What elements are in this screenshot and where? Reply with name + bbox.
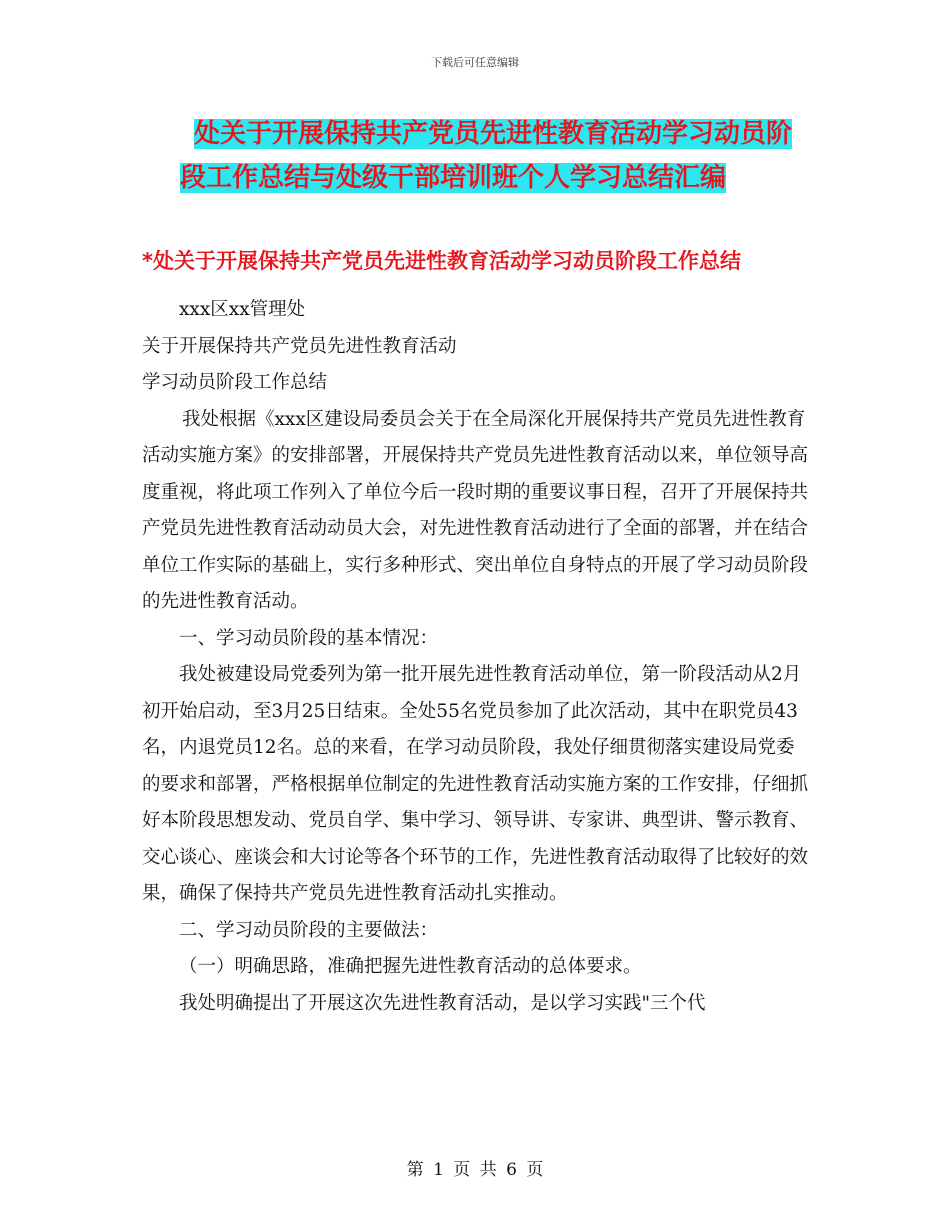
paragraph-intro: 我处根据《xxx区建设局委员会关于在全局深化开展保持共产党员先进性教育活动实施方案》的安排部署，开展保持共产党员先进性教育活动以来，单位领导高度重视，将此项工作列入了单位今后一段时期的重要议事日程，召开了开展保持共产党员先进性教育活动动员大会，对先进性教育活动进行了全面的部署，并在结合单位工作实际的基础上，实行多种形式、突出单位自身特点的开展了学习动员阶段的先进性教育活动。 xyxy=(142,408,809,612)
paragraph-clear-thinking: 我处明确提出了开展这次先进性教育活动，是以学习实践"三个代 xyxy=(179,992,706,1014)
title-line-2: 段工作总结与处级干部培训班个人学习总结汇编 xyxy=(180,163,727,193)
header-note: 下载后可任意编辑 xyxy=(431,56,519,69)
subtitle-line-1: 关于开展保持共产党员先进性教育活动 xyxy=(142,335,457,357)
document-title xyxy=(180,112,860,200)
paragraph-basic-situation: 我处被建设局党委列为第一批开展先进性教育活动单位，第一阶段活动从2月初开始启动，至3月25日结束。全处55名党员参加了此次活动，其中在职党员43名，内退党员12名。总的来看，在学习动员阶段，我处仔细贯彻落实建设局党委的要求和部署，严格根据单位制定的先进性教育活动实施方案的工作安排，仔细抓好本阶段思想发动、党员自学、集中学习、领导讲、专家讲、典型讲、警示教育、交心谈心、座谈会和大讨论等各个环节的工作，先进性教育活动取得了比较好的效果，确保了保持共产党员先进性教育活动扎实推动。 xyxy=(142,664,809,904)
document-body xyxy=(142,292,812,1022)
subheading-clear-thinking: （一）明确思路，准确把握先进性教育活动的总体要求。 xyxy=(179,956,642,977)
subtitle-line-2: 学习动员阶段工作总结 xyxy=(142,372,328,393)
section-title: *处关于开展保持共产党员先进性教育活动学习动员阶段工作总结 xyxy=(142,249,741,273)
organization-name: xxx区xx管理处 xyxy=(179,299,306,320)
heading-main-practices: 二、学习动员阶段的主要做法： xyxy=(179,919,439,941)
page-number-footer: 第 1 页 共 6 页 xyxy=(406,1160,544,1180)
title-line-1: 处关于开展保持共产党员先进性教育活动学习动员阶 xyxy=(194,119,793,149)
heading-basic-situation: 一、学习动员阶段的基本情况： xyxy=(179,627,439,649)
